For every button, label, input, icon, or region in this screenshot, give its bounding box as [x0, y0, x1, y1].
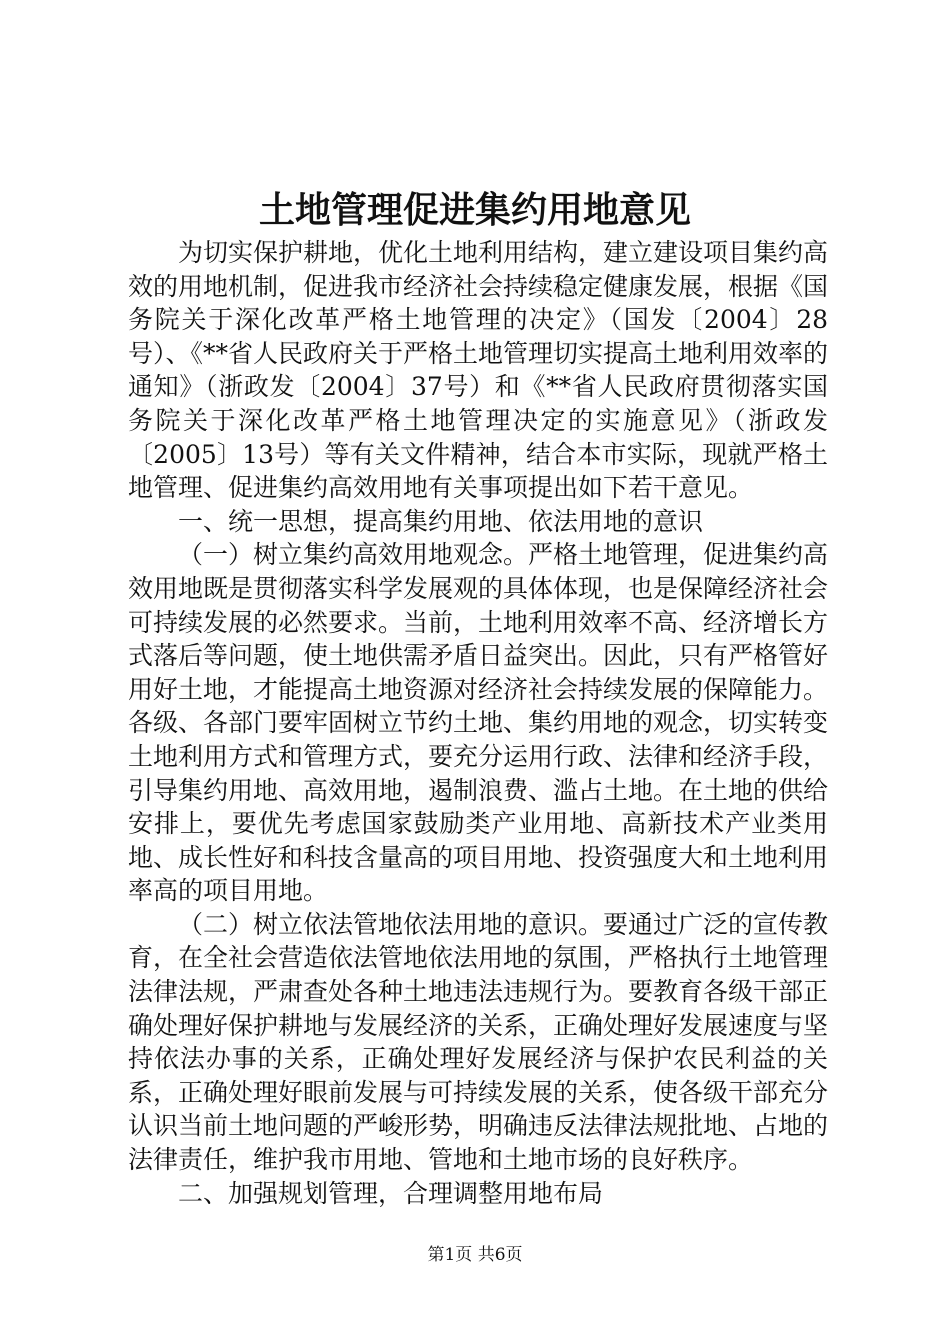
document-title: 土地管理促进集约用地意见 — [258, 189, 691, 231]
page-number-footer: 第1页 共6页 — [427, 1245, 523, 1265]
section-heading-2: 二、加强规划管理，合理调整用地布局 — [178, 1178, 604, 1208]
subsection-paragraph-2: （二）树立依法管地依法用地的意识。要通过广泛的宣传教育，在全社会营造依法管地依法用地的氛围，严格执行土地管理法律法规，严肃查处各种土地违法违规行为。要教育各级干部正确处理好保护耕地与发展经济的关系，正确处理好发展速度与坚持依法办事的关系，正确处理好发展经济与保护农民利益的关系，正确处理好眼前发展与可持续发展的关系，使各级干部充分认识当前土地问题的严峻形势，明确违反法律法规批地、占地的法律责任，维护我市用地、管地和土地市场的良好秩序。 — [128, 909, 829, 1175]
subsection-paragraph-1: （一）树立集约高效用地观念。严格土地管理，促进集约高效用地既是贯彻落实科学发展观的具体体现，也是保障经济社会可持续发展的必然要求。当前，土地利用效率不高、经济增长方式落后等问题，使土地供需矛盾日益突出。因此，只有严格管好用好土地，才能提高土地资源对经济社会持续发展的保障能力。各级、各部门要牢固树立节约土地、集约用地的观念，切实转变土地利用方式和管理方式，要充分运用行政、法律和经济手段，引导集约用地、高效用地，遏制浪费、滥占土地。在土地的供给安排上，要优先考虑国家鼓励类产业用地、高新技术产业类用地、成长性好和科技含量高的项目用地、投资强度大和土地利用率高的项目用地。 — [128, 540, 829, 906]
intro-paragraph: 为切实保护耕地，优化土地利用结构，建立建设项目集约高效的用地机制，促进我市经济社会持续稳定健康发展，根据《国务院关于深化改革严格土地管理的决定》（国发〔2004〕28号）、《**省人民政府关于严格土地管理切实提高土地利用效率的通知》（浙政发〔2004〕37号）和《**省人民政府贯彻落实国务院关于深化改革严格土地管理决定的实施意见》（浙政发〔2005〕13号）等有关文件精神，结合本市实际，现就严格土地管理、促进集约高效用地有关事项提出如下若干意见。 — [128, 238, 829, 503]
document-body — [128, 236, 828, 1210]
section-heading-1: 一、统一思想，提高集约用地、依法用地的意识 — [178, 506, 704, 536]
